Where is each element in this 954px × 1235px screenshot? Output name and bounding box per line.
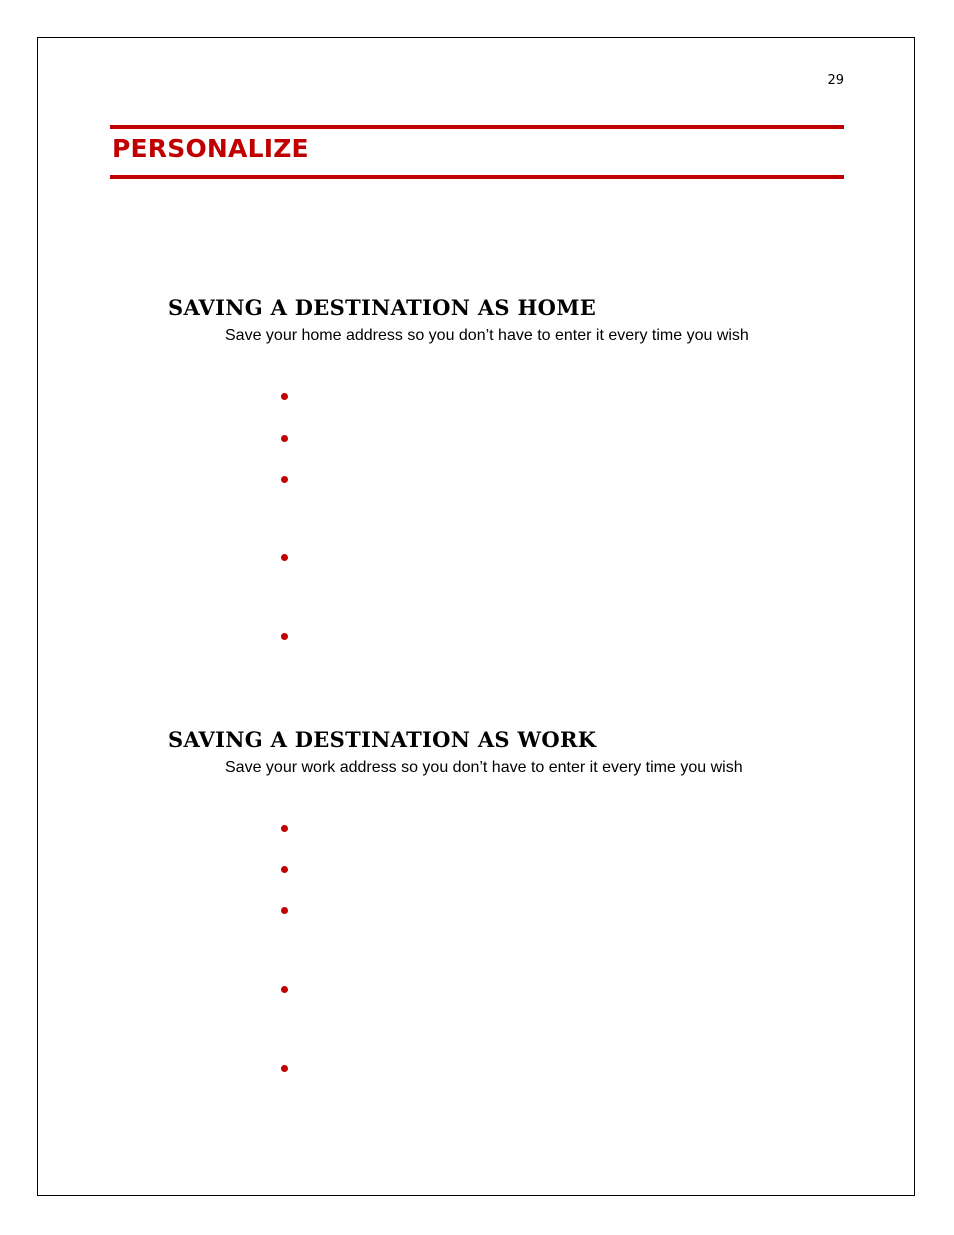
page-border (37, 37, 915, 1196)
section-description-home: Save your home address so you don’t have to enter it every time you wish (225, 327, 749, 344)
chapter-rule-bottom (110, 175, 844, 179)
bullet-home-4 (281, 554, 288, 561)
chapter-title: PERSONALIZE (112, 134, 309, 163)
bullet-home-2 (281, 435, 288, 442)
bullet-work-4 (281, 986, 288, 993)
section-description-work: Save your work address so you don’t have to enter it every time you wish (225, 759, 743, 776)
bullet-work-3 (281, 907, 288, 914)
bullet-home-5 (281, 633, 288, 640)
section-heading-home: SAVING A DESTINATION AS HOME (168, 295, 597, 320)
bullet-home-1 (281, 393, 288, 400)
bullet-home-3 (281, 476, 288, 483)
chapter-rule-top (110, 125, 844, 129)
page-number: 29 (827, 73, 844, 88)
bullet-work-2 (281, 866, 288, 873)
bullet-work-5 (281, 1065, 288, 1072)
section-heading-work: SAVING A DESTINATION AS WORK (168, 727, 597, 752)
bullet-work-1 (281, 825, 288, 832)
